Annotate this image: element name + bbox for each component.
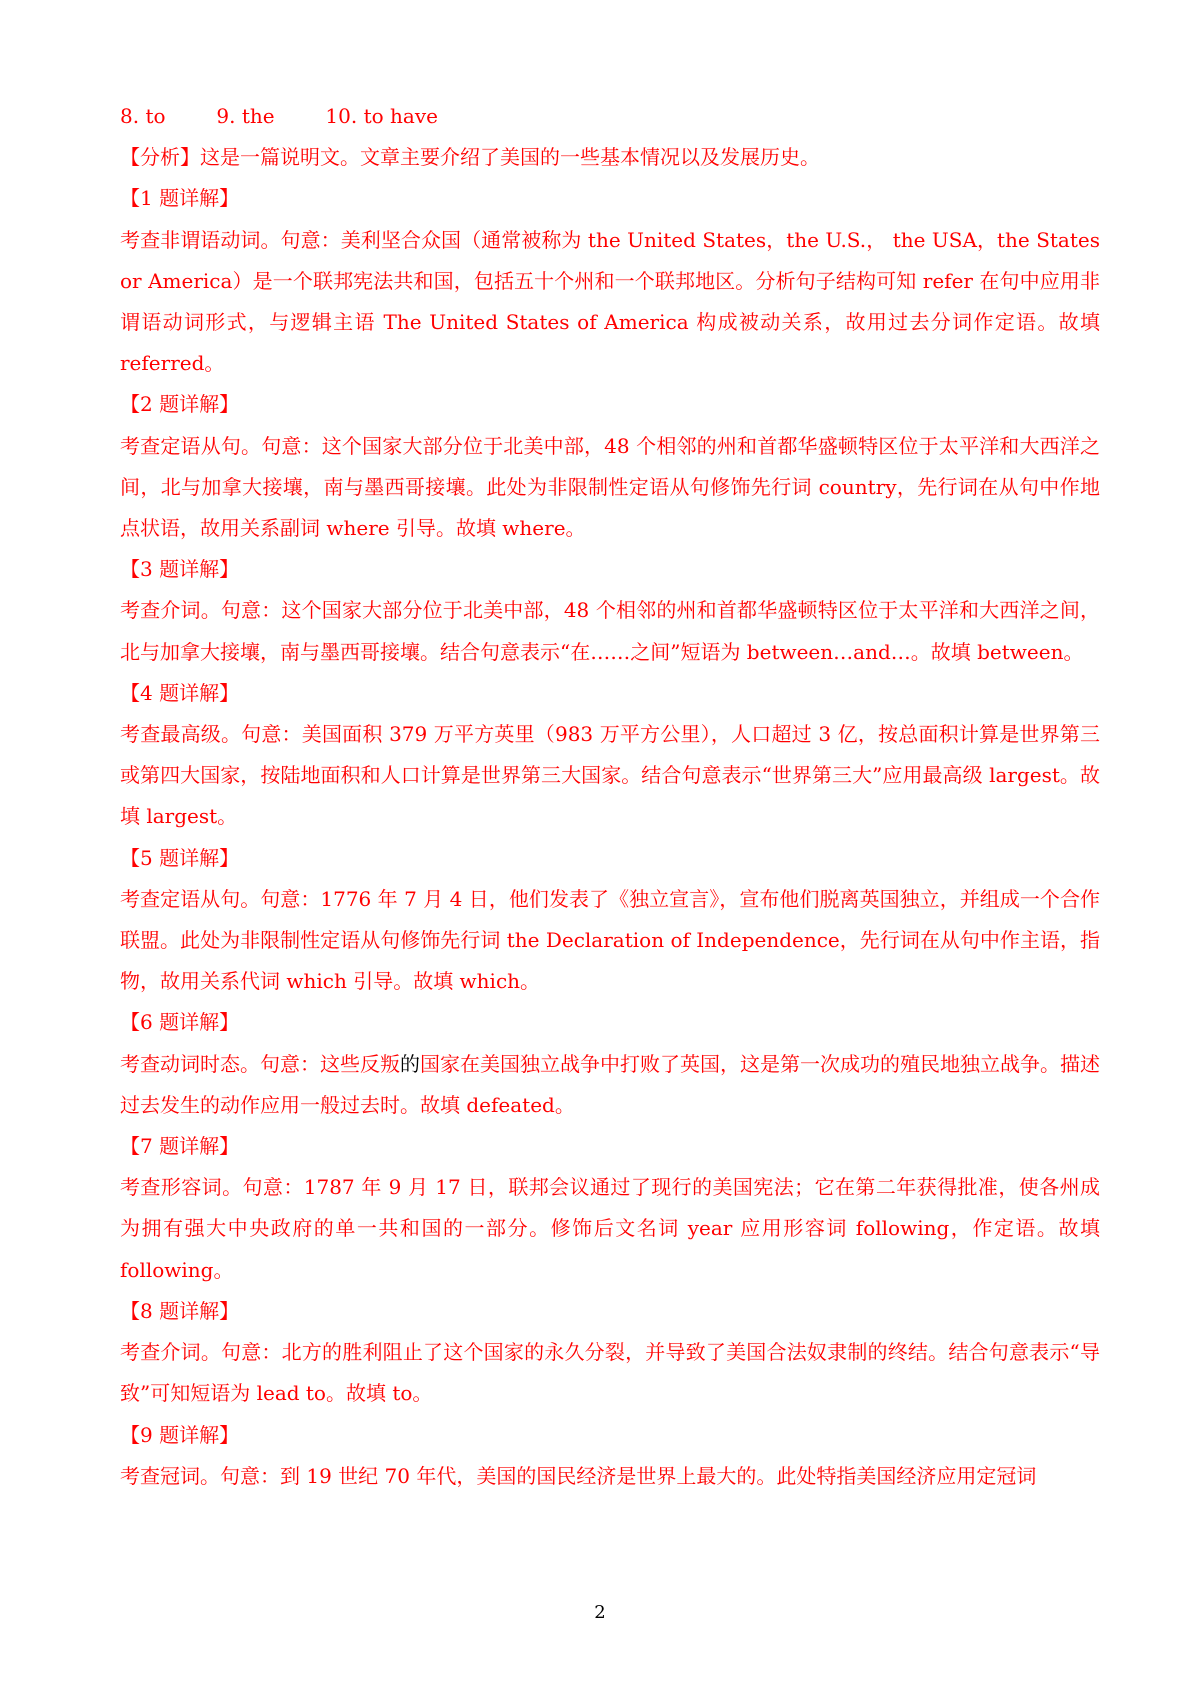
question-1-heading: 【1 题详解】	[120, 186, 240, 211]
question-8-heading: 【8 题详解】	[120, 1298, 240, 1323]
question-6-text-start: 考查动词时态。句意：这些反叛	[120, 1051, 400, 1076]
question-5-heading: 【5 题详解】	[120, 845, 240, 870]
question-6-heading: 【6 题详解】	[120, 1010, 240, 1035]
answers-line: 8. to 9. the 10. to have	[120, 104, 438, 128]
page-number: 2	[594, 1602, 606, 1623]
question-4-heading: 【4 题详解】	[120, 680, 240, 705]
question-6-black-char: 的	[400, 1051, 420, 1076]
question-1-explanation: 考查非谓语动词。句意：美利坚合众国（通常被称为 the United States，the U.S.， the USA，the States or America）是一个联邦宪法共和国，包括五十个州和一个联邦地区。分析句子结构可知 refer 在句中应用非谓语动词形式，与逻辑主语 The United States of America 构成被动关系，故用过去分词作定语。故填 referred。	[120, 227, 1100, 376]
question-6-explanation	[120, 1044, 1100, 1126]
question-7-heading: 【7 题详解】	[120, 1134, 240, 1159]
question-9-explanation: 考查冠词。句意：到 19 世纪 70 年代，美国的国民经济是世界上最大的。此处特指美国经济应用定冠词	[120, 1463, 1037, 1488]
question-9-heading: 【9 题详解】	[120, 1422, 240, 1447]
question-2-heading: 【2 题详解】	[120, 392, 240, 417]
question-4-explanation: 考查最高级。句意：美国面积 379 万平方英里（983 万平方公里），人口超过 3 亿，按总面积计算是世界第三或第四大国家，按陆地面积和人口计算是世界第三大国家。结合句意表示“世界第三大”应用最高级 largest。故填 largest。	[120, 722, 1100, 829]
question-8-explanation: 考查介词。句意：北方的胜利阻止了这个国家的永久分裂，并导致了美国合法奴隶制的终结。结合句意表示“导致”可知短语为 lead to。故填 to。	[120, 1340, 1100, 1406]
question-3-explanation: 考查介词。句意：这个国家大部分位于北美中部，48 个相邻的州和首都华盛顿特区位于太平洋和大西洋之间，北与加拿大接壤，南与墨西哥接壤。结合句意表示“在……之间”短语为 between…and…。故填 between。	[120, 598, 1100, 664]
question-6-text-end: 国家在美国独立战争中打败了英国，这是第一次成功的殖民地独立战争。描述过去发生的动作应用一般过去时。故填 defeated。	[120, 1051, 1100, 1117]
question-2-explanation: 考查定语从句。句意：这个国家大部分位于北美中部，48 个相邻的州和首都华盛顿特区位于太平洋和大西洋之间，北与加拿大接壤，南与墨西哥接壤。此处为非限制性定语从句修饰先行词 country，先行词在从句中作地点状语，故用关系副词 where 引导。故填 where。	[120, 433, 1100, 541]
question-7-explanation: 考查形容词。句意：1787 年 9 月 17 日，联邦会议通过了现行的美国宪法；它在第二年获得批准，使各州成为拥有强大中央政府的单一共和国的一部分。修饰后文名词 year 应用形容词 following，作定语。故填 following。	[120, 1175, 1100, 1282]
question-3-heading: 【3 题详解】	[120, 557, 240, 582]
analysis-paragraph: 【分析】这是一篇说明文。文章主要介绍了美国的一些基本情况以及发展历史。	[120, 145, 820, 170]
page-content	[120, 96, 1100, 1497]
question-5-explanation: 考查定语从句。句意：1776 年 7 月 4 日，他们发表了《独立宣言》，宣布他们脱离英国独立，并组成一个合作联盟。此处为非限制性定语从句修饰先行词 the Declaration of Independence，先行词在从句中作主语，指物，故用关系代词 which 引导。故填 which。	[120, 886, 1100, 994]
